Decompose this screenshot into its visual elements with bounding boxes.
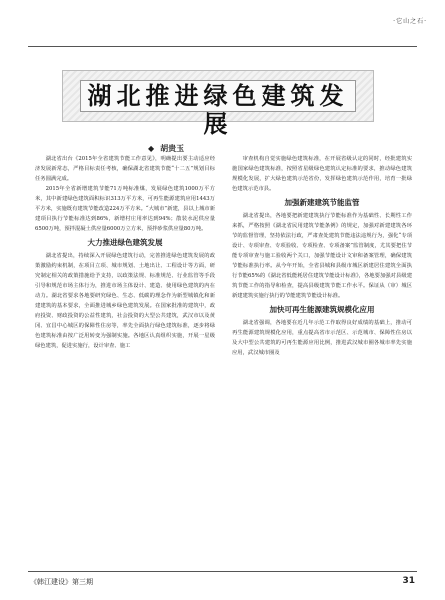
footer-rule [28,571,417,572]
paragraph: 湖北省强调，各地要在近几年示范工作取得良好成绩的基础上，推动可再生能源建筑规模化应用，重点提高省市示范区、示范城市、保障性住房以及大中型公共建筑的可再生能源应用比例，推进武汉城市圈各城市率先实施应用，武汉城市圈及 [232,320,412,356]
paragraph: 湖北省提出，各地要把新建建筑执行节能标准作为基础性、长期性工作来抓，严格按照《湖北省民用建筑节能条例》的规定，加强对新建建筑各环节的监督管理，坚持依法行政，严肃查处建筑节能违法违规行为，强化“专项设计、专项审查、专项验收、专项检查、专项备案”监管制度，尤其要把住节能专项审查与施工验收两个关口，加强节能设计文审和备案管理，确保建筑节能标准执行率。从今年开始，全省县城和县级市城区新建居住建筑全面执行节能65%的《湖北省低能耗居住建筑节能设计标准》，各地要加强对县级建筑节能工作的指导和检查，提高县级建筑节能工作水平。保证从（审）城区新建建筑实施行执行的节能建筑节能设计标准。 [232,213,412,299]
author-name: 胡贵玉 [160,143,185,153]
diamond-icon: ◆ [148,143,155,153]
section-heading: 大力推进绿色建筑发展 [87,238,163,247]
paragraph: 审查机构自觉实施绿色建筑标准，在开展省级认定的同时，经批建筑实施国家绿色建筑标准，按照省星级绿色建筑认定标准的要求，推动绿色建筑规模化发展，扩大绿色建筑示范省份，发挥绿色建筑示范作用，培育一批绿色建筑示范市县。 [232,156,412,192]
article-title: 湖北推进绿色建筑发展 [87,81,349,138]
paragraph: 湖北省提出，持续深入开展绿色建筑行动，完善推进绿色建筑发展的政策激励约束机制，在项目立项、城市规划、土地出让、工程设计等方面，研究制定相关的政策措施给予支持，以政策法规、标准规范、行业监管等手段引导和规范市场主体行为，推进市场主体设计、建造、使用绿色建筑的内在动力。湖北省要求各地要研究绿色、生态、低碳的理念作为新型城镇化和新建建筑的基本要求，全面推进城乡绿色建筑发展。在国家批准的建筑中，政府投资、财政投资的公益性建筑，社会投资的大型公共建筑，武汉市以及黄冈、宜昌中心城区的保障性住房等，率先全面执行绿色建筑标准，逐步将绿色建筑标准由按广泛用转变为强制实施。各地区认真组织实施，开展一星级绿色建筑，促进实施行，设计审查、施工 [35,253,215,349]
section-tag: ·它山之石· [393,18,427,25]
journal-name: 《韩江建设》第三期 [30,578,93,586]
page-number: 31 [402,576,415,586]
left-column [35,154,215,351]
section-heading: 加快可再生能源建筑规模化应用 [269,305,375,314]
right-column [232,154,412,358]
header-rule [28,46,417,47]
section-heading: 加强新建建筑节能监管 [284,198,360,207]
paragraph: 湖北省出台《2015年全省建筑节能工作意见》，明确提出要主动适应经济发展新常态，严格目标责任考核，确保湖北省建筑节能“十二五”规划目标任务圆满完成。 [35,156,215,182]
author-line [148,143,184,154]
paragraph: 2015年全省新增建筑节能71万吨标准煤，发展绿色建筑1000万平方米，其中新建绿色建筑面积标识313万平方米，可再生能源建筑应用1443万平方米，实施既有建筑节能改造224万平方米。“大城市”新建，县以上城市新建项目执行节能标准达到86%，新增村庄用率达到94%；散装水泥供应量6500万吨，预拌混凝土供应量6000万立方米，预拌砂浆供应量80万吨。 [35,186,215,232]
